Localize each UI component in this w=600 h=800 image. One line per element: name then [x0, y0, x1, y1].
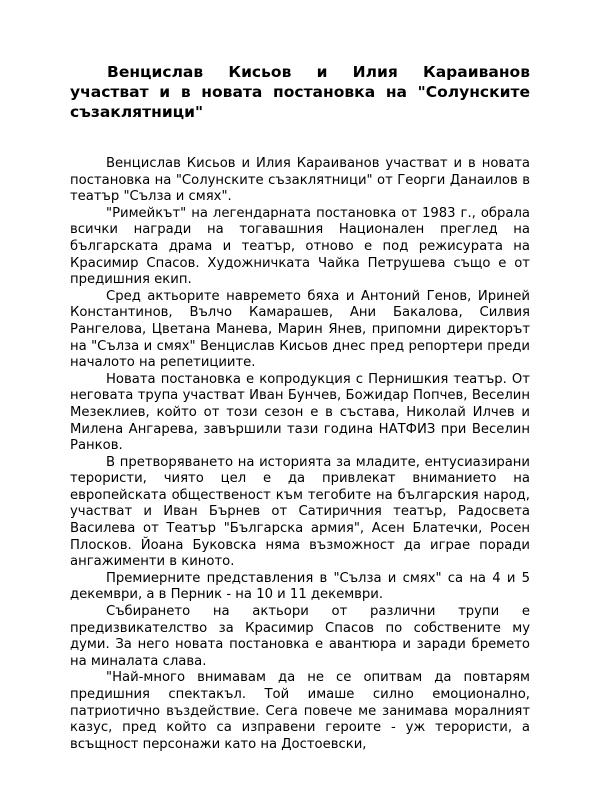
article-paragraph: В претворяването на историята за младите, ентусиазирани терористи, чиято цел е да привлекат вниманието на европейската общественост към тегобите на българския народ, участват и Иван Бърнев от Сатиричния театър, Радосвета Василева от Театър "Българска армия", Асен Блатечки, Росен Плосков. Йоана Буковска няма възможност да играе поради ангажименти в киното.: [70, 454, 530, 570]
article-title: Венцислав Кисьов и Илия Караиванов участват и в новата постановка на "Солунските съзаклятници": [70, 63, 530, 121]
article-paragraph: "Най-много внимавам да не се опитвам да повтарям предишния спектакъл. Той имаше силно емоционално, патриотично въздействие. Сега повече ме занимава моралният казус, пред който са изправени героите - уж терористи, а всъщност персонажи като на Достоевски,: [70, 670, 530, 752]
article-paragraph: "Римейкът" на легендарната постановка от 1983 г., обрала всички награди на тогавашния Национален преглед на българската драма и театър, отново е под режисурата на Красимир Спасов. Художничката Чайка Петрушева също е от предишния екип.: [70, 205, 530, 288]
article-paragraph: Сред актьорите навремето бяха и Антоний Генов, Ириней Константинов, Вълчо Камарашев, Ани Бакалова, Силвия Рангелова, Цветана Манева, Марин Янев, припомни директорът на "Сълза и смях" Венцислав Кисьов днес пред репортери преди началото на репетициите.: [70, 288, 530, 371]
article-body: [70, 156, 530, 753]
article-paragraph: Новата постановка е копродукция с Пернишкия театър. От неговата трупа участват Иван Бунчев, Божидар Попчев, Веселин Мезеклиев, който от този сезон е в състава, Николай Илчев и Милена Ангарева, завършили тази година НАТФИЗ при Веселин Ранков.: [70, 371, 530, 454]
article-paragraph: Събирането на актьори от различни трупи е предизвикателство за Красимир Спасов по собствените му думи. За него новата постановка е авантюра и заради бремето на миналата слава.: [70, 604, 530, 669]
article-paragraph: Премиерните представления в "Сълза и смях" са на 4 и 5 декември, а в Перник - на 10 и 11 декември.: [70, 570, 530, 603]
document-page: [70, 62, 530, 753]
article-paragraph: Венцислав Кисьов и Илия Караиванов участват и в новата постановка на "Солунските съзаклятници" от Георги Данаилов в театър "Сълза и смях".: [70, 156, 530, 205]
